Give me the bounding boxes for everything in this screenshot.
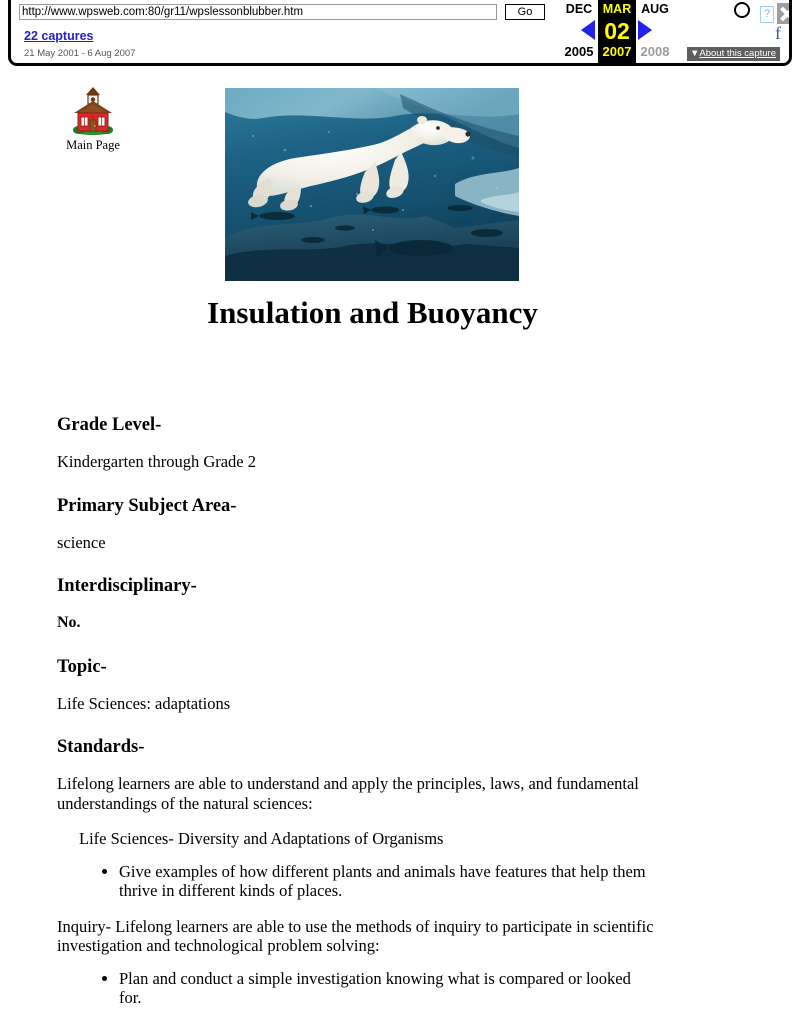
schoolhouse-icon: [59, 85, 127, 135]
about-this-capture-label: About this capture: [699, 48, 776, 59]
close-icon[interactable]: [777, 3, 792, 24]
next-month-label: AUG: [641, 2, 669, 16]
standards-bullet-list: [57, 862, 657, 901]
capture-date-range: 21 May 2001 - 6 Aug 2007: [24, 48, 136, 59]
about-this-capture-button[interactable]: [687, 47, 780, 61]
timeline-navigator: [560, 0, 674, 63]
current-day-label: 02: [604, 18, 630, 44]
section-heading-interdisciplinary: Interdisciplinary-: [57, 576, 197, 596]
inquiry-intro-text: Inquiry- Lifelong learners are able to use the methods of inquiry to participate in scientific investigation and technological problem solving:: [57, 916, 654, 955]
main-page-link[interactable]: [59, 85, 127, 153]
list-item: • Plan and conduct a simple investigation knowing what is compared or looked for.: [119, 969, 657, 1008]
page-content: [0, 66, 800, 1024]
timeline-next-column[interactable]: [636, 0, 674, 63]
broken-image-icon: ?: [760, 6, 774, 23]
section-heading-standards: Standards-: [57, 737, 145, 757]
polar-bear-photo: [225, 88, 519, 281]
current-year-label: 2007: [602, 44, 632, 59]
next-capture-arrow-icon[interactable]: [638, 20, 652, 40]
section-heading-primary-subject-area: Primary Subject Area-: [57, 495, 237, 516]
list-item: • Give examples of how different plants and animals have features that help them thrive in different kinds of places.: [119, 862, 657, 901]
prev-month-label: DEC: [565, 2, 593, 16]
section-body-interdisciplinary: No.: [57, 614, 81, 631]
captures-count-link[interactable]: 22 captures: [24, 29, 94, 43]
about-caret-icon: ▼: [690, 48, 700, 59]
prev-year-label: 2005: [564, 44, 594, 59]
section-heading-grade-level: Grade Level-: [57, 415, 162, 435]
next-year-label: 2008: [640, 44, 670, 59]
loading-spinner-icon: [734, 2, 750, 18]
standards-intro-text: Lifelong learners are able to understand and apply the principles, laws, and fundamental understandings of the natural sciences:: [57, 774, 639, 813]
timeline-prev-column[interactable]: [560, 0, 598, 63]
section-body-grade-level: Kindergarten through Grade 2: [57, 452, 257, 471]
current-month-label: MAR: [602, 2, 632, 16]
section-body-topic: Life Sciences: adaptations: [57, 693, 231, 713]
section-body-primary-subject-area: science: [57, 532, 106, 552]
url-input[interactable]: [19, 4, 497, 20]
facebook-icon[interactable]: f: [775, 23, 781, 43]
inquiry-bullet-list: [57, 969, 657, 1008]
standards-subheading: Life Sciences- Diversity and Adaptations of Organisms: [79, 829, 444, 848]
wayback-url-row: [19, 3, 545, 21]
go-button[interactable]: Go: [505, 4, 545, 20]
page-title: Insulation and Buoyancy: [207, 295, 538, 330]
lesson-body: [57, 414, 657, 1008]
main-page-label: Main Page: [66, 138, 120, 152]
prev-capture-arrow-icon[interactable]: [581, 20, 595, 40]
timeline-current-column: [598, 0, 636, 63]
section-heading-topic: Topic-: [57, 656, 107, 677]
wayback-toolbar: [8, 0, 792, 66]
svg-text:K: K: [91, 115, 95, 121]
